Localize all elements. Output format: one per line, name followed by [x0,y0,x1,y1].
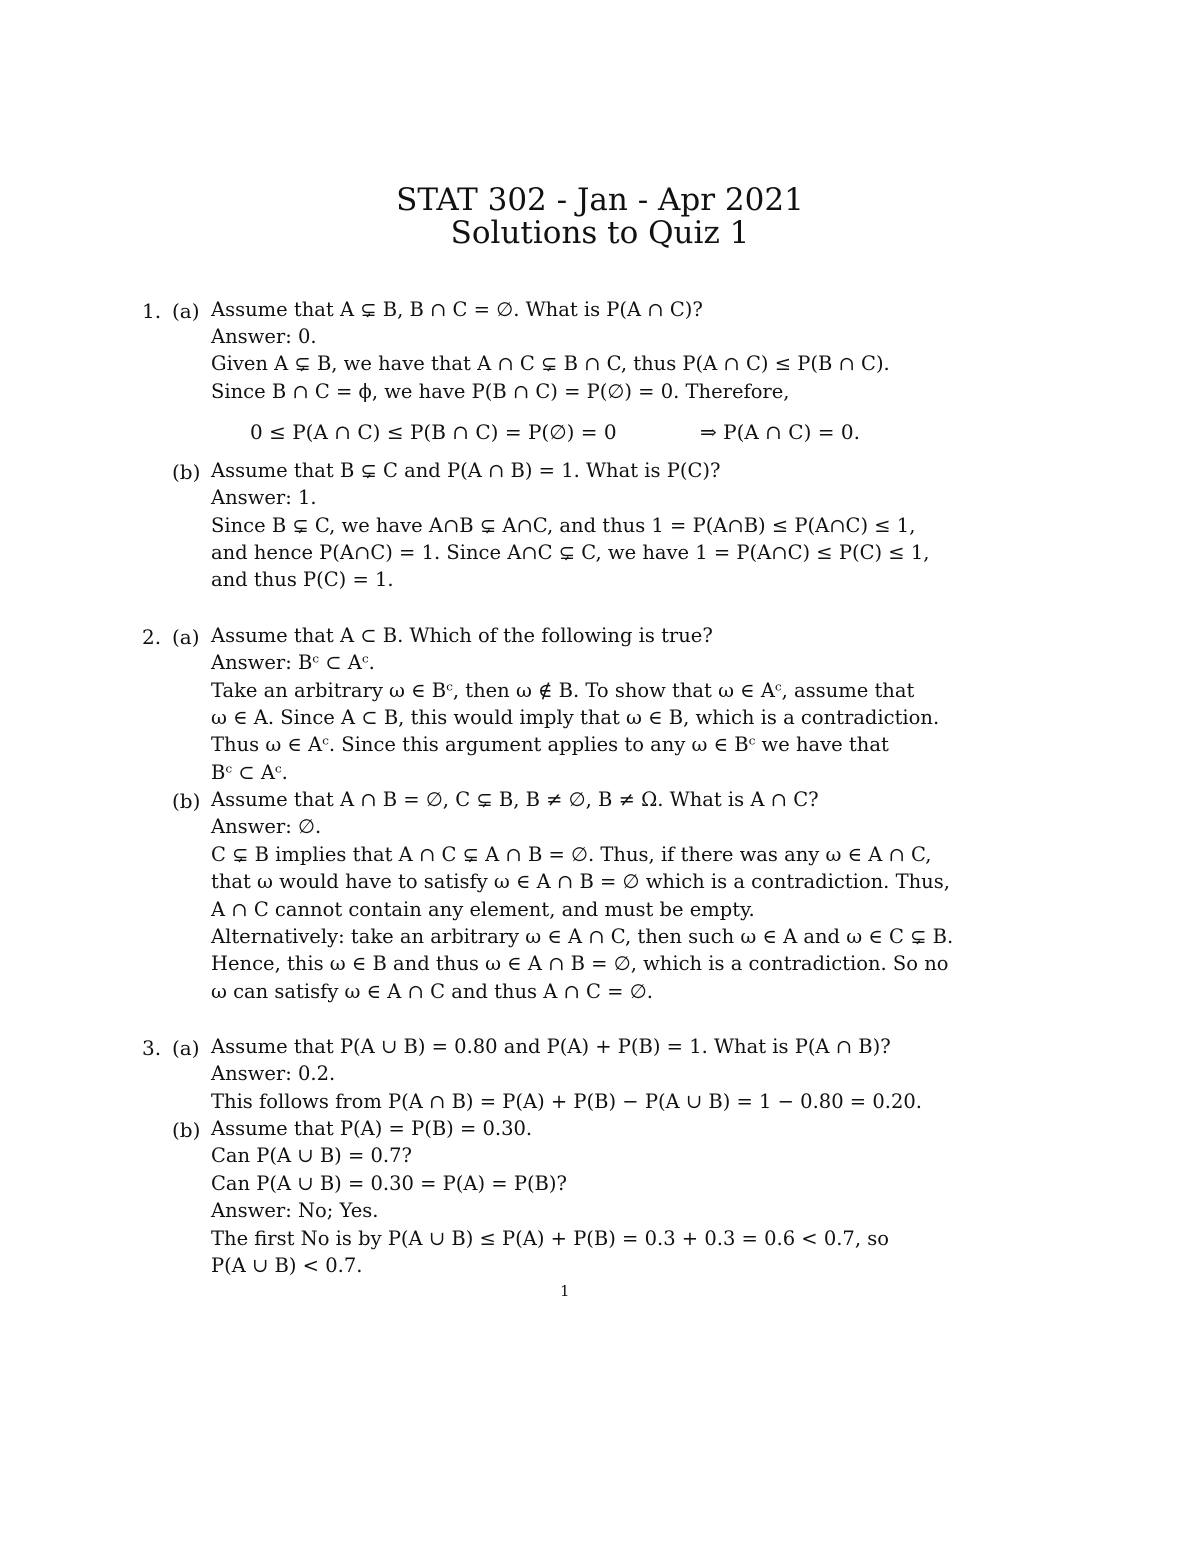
question-text: Assume that B ⊊ C and P(A ∩ B) = 1. What is P(C)? [211,459,721,482]
document-title: STAT 302 - Jan - Apr 2021 [396,182,804,218]
solution-line: Given A ⊊ B, we have that A ∩ C ⊊ B ∩ C, thus P(A ∩ C) ≤ P(B ∩ C). [211,352,890,375]
answer-text: Answer: Bᶜ ⊂ Aᶜ. [211,651,375,674]
question-text: Can P(A ∪ B) = 0.30 = P(A) = P(B)? [211,1172,567,1195]
question-number: 2. [142,625,162,649]
solution-line: Since B ⊊ C, we have A∩B ⊊ A∩C, and thus 1 = P(A∩B) ≤ P(A∩C) ≤ 1, [211,514,916,537]
solution-line: ω ∈ A. Since A ⊂ B, this would imply that ω ∈ B, which is a contradiction. [211,706,940,729]
page-number: 1 [560,1282,570,1300]
solution-line: The first No is by P(A ∪ B) ≤ P(A) + P(B) = 0.3 + 0.3 = 0.6 < 0.7, so [211,1227,889,1250]
question-number: 3. [142,1036,162,1060]
solution-line: Thus ω ∈ Aᶜ. Since this argument applies to any ω ∈ Bᶜ we have that [211,733,889,756]
solution-line: and thus P(C) = 1. [211,568,394,591]
question-text: Can P(A ∪ B) = 0.7? [211,1144,412,1167]
question-number: 1. [142,299,162,323]
document-subtitle: Solutions to Quiz 1 [450,215,750,251]
answer-text: Answer: No; Yes. [211,1199,379,1222]
display-equation-right: ⇒ P(A ∩ C) = 0. [700,420,860,444]
question-text: Assume that P(A ∪ B) = 0.80 and P(A) + P(B) = 1. What is P(A ∩ B)? [211,1035,891,1058]
question-text: Assume that A ∩ B = ∅, C ⊊ B, B ≠ ∅, B ≠ Ω. What is A ∩ C? [211,788,819,811]
solution-line: ω can satisfy ω ∈ A ∩ C and thus A ∩ C = ∅. [211,980,653,1003]
display-equation-left: 0 ≤ P(A ∩ C) ≤ P(B ∩ C) = P(∅) = 0 [250,420,617,444]
answer-text: Answer: 0. [211,325,317,348]
solution-line: C ⊊ B implies that A ∩ C ⊊ A ∩ B = ∅. Thus, if there was any ω ∈ A ∩ C, [211,843,932,866]
solution-line: Bᶜ ⊂ Aᶜ. [211,761,288,784]
question-text: Assume that A ⊂ B. Which of the following is true? [211,624,713,647]
solution-line: P(A ∪ B) < 0.7. [211,1254,363,1277]
part-label: (a) [172,299,200,323]
answer-text: Answer: 1. [211,486,317,509]
part-label: (b) [172,460,201,484]
part-label: (b) [172,1118,201,1142]
solution-line: Hence, this ω ∈ B and thus ω ∈ A ∩ B = ∅, which is a contradiction. So no [211,952,949,975]
solution-line: that ω would have to satisfy ω ∈ A ∩ B = ∅ which is a contradiction. Thus, [211,870,950,893]
solution-line: and hence P(A∩C) = 1. Since A∩C ⊊ C, we have 1 = P(A∩C) ≤ P(C) ≤ 1, [211,541,930,564]
part-label: (a) [172,1036,200,1060]
answer-text: Answer: ∅. [211,815,322,838]
solution-line: A ∩ C cannot contain any element, and must be empty. [211,898,755,921]
answer-text: Answer: 0.2. [211,1062,336,1085]
solution-line: Take an arbitrary ω ∈ Bᶜ, then ω ∉ B. To show that ω ∈ Aᶜ, assume that [211,679,915,702]
solution-line: Alternatively: take an arbitrary ω ∈ A ∩ C, then such ω ∈ A and ω ∈ C ⊊ B. [211,925,954,948]
solution-line: This follows from P(A ∩ B) = P(A) + P(B) − P(A ∪ B) = 1 − 0.80 = 0.20. [211,1090,922,1113]
question-text: Assume that P(A) = P(B) = 0.30. [211,1117,533,1140]
part-label: (a) [172,625,200,649]
part-label: (b) [172,789,201,813]
solution-line: Since B ∩ C = ϕ, we have P(B ∩ C) = P(∅) = 0. Therefore, [211,380,790,403]
question-text: Assume that A ⊊ B, B ∩ C = ∅. What is P(A ∩ C)? [211,298,703,321]
